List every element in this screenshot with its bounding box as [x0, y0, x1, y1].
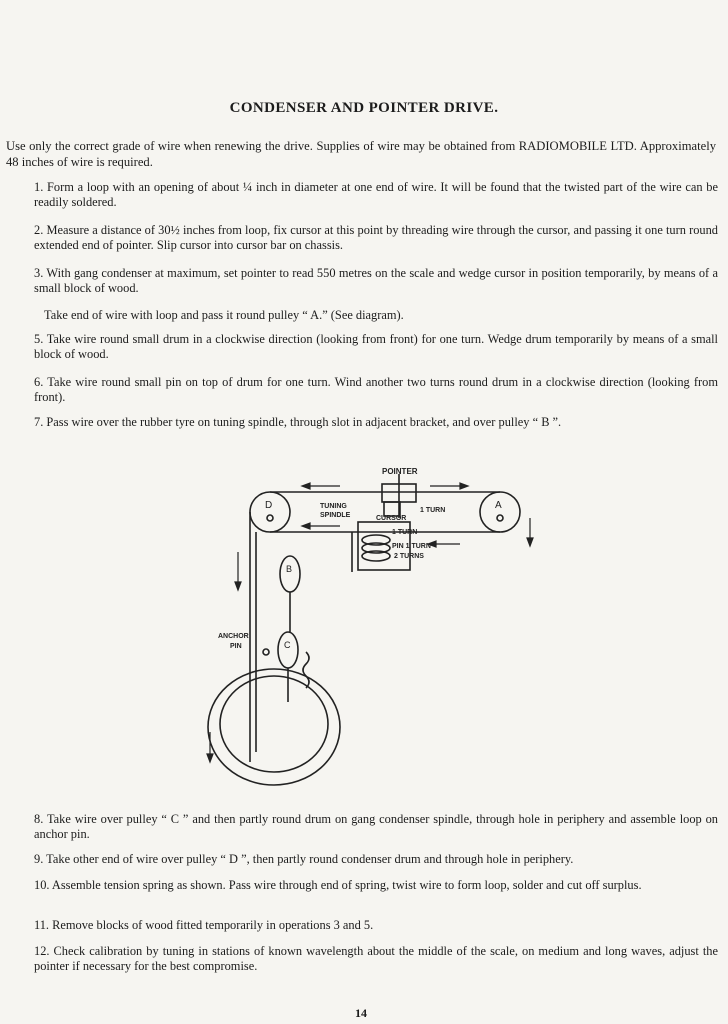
step-6: 6. Take wire round small pin on top of drum for one turn. Wind another two turns round drum in a clockwise direction (looking from front). — [34, 375, 718, 404]
condenser-drum-inner — [220, 676, 328, 772]
step-1: 1. Form a loop with an opening of about ¼ inch in diameter at one end of wire. It will be found that the twisted part of the wire can be readily soldered. — [34, 180, 718, 209]
drive-diagram — [190, 462, 550, 792]
pulley-b — [280, 556, 300, 592]
pulley-d — [250, 492, 290, 532]
label-cursor: CURSOR — [376, 515, 407, 522]
tension-spring — [303, 652, 309, 688]
pulley-c — [278, 632, 298, 668]
label-pulley-a: A — [495, 500, 502, 511]
pulley-d-hub — [267, 515, 273, 521]
label-tuning-2: SPINDLE — [320, 512, 351, 519]
intro-paragraph: Use only the correct grade of wire when renewing the drive. Supplies of wire may be obtained from RADIOMOBILE LTD. Approximately 48 inches of wire is required. — [6, 139, 716, 169]
step-9: 9. Take other end of wire over pulley “ D ”, then partly round condenser drum and through hole in periphery. — [34, 852, 574, 866]
condenser-drum — [208, 669, 340, 785]
step-5: 5. Take wire round small drum in a clockwise direction (looking from front) for one turn. Wedge drum temporarily by means of a small block of wood. — [34, 332, 718, 361]
label-pointer: POINTER — [382, 467, 418, 476]
label-pulley-c: C — [284, 640, 291, 650]
label-pulley-d: D — [265, 500, 273, 511]
page-title: CONDENSER AND POINTER DRIVE. — [229, 100, 499, 116]
page-number: 14 — [355, 1006, 367, 1020]
label-drum-turn: 1 TURN — [392, 529, 418, 536]
label-pulley-b: B — [286, 564, 293, 574]
label-turn: 1 TURN — [420, 507, 446, 514]
label-two-turns: 2 TURNS — [394, 553, 424, 560]
step-11: 11. Remove blocks of wood fitted temporarily in operations 3 and 5. — [34, 918, 374, 932]
label-anchor-2: PIN — [230, 643, 242, 650]
anchor-pin — [263, 649, 269, 655]
step-10: 10. Assemble tension spring as shown. Pass wire through end of spring, twist wire to form loop, solder and cut off surplus. — [34, 878, 642, 892]
step-12: 12. Check calibration by tuning in stations of known wavelength about the middle of the scale, on medium and long waves, adjust the pointer if necessary for the best compromise. — [34, 944, 718, 973]
step-4: Take end of wire with loop and pass it round pulley “ A.” (See diagram). — [44, 308, 404, 322]
label-tuning-1: TUNING — [320, 503, 347, 510]
pulley-a-hub — [497, 515, 503, 521]
pulley-a — [480, 492, 520, 532]
step-3: 3. With gang condenser at maximum, set pointer to read 550 metres on the scale and wedge cursor in position temporarily, by means of a small block of wood. — [34, 266, 718, 295]
label-pin-turn: PIN 1 TURN — [392, 543, 431, 550]
step-2: 2. Measure a distance of 30½ inches from loop, fix cursor at this point by threading wire through the cursor, and passing it one turn round extended end of pointer. Slip cursor into cursor bar on chassis. — [34, 223, 718, 252]
cursor-block — [384, 502, 400, 516]
label-anchor-1: ANCHOR — [218, 633, 249, 640]
step-7: 7. Pass wire over the rubber tyre on tuning spindle, through slot in adjacent bracket, and over pulley “ B ”. — [34, 415, 562, 429]
step-8: 8. Take wire over pulley “ C ” and then partly round drum on gang condenser spindle, through hole in periphery and assemble loop on anchor pin. — [34, 812, 718, 841]
